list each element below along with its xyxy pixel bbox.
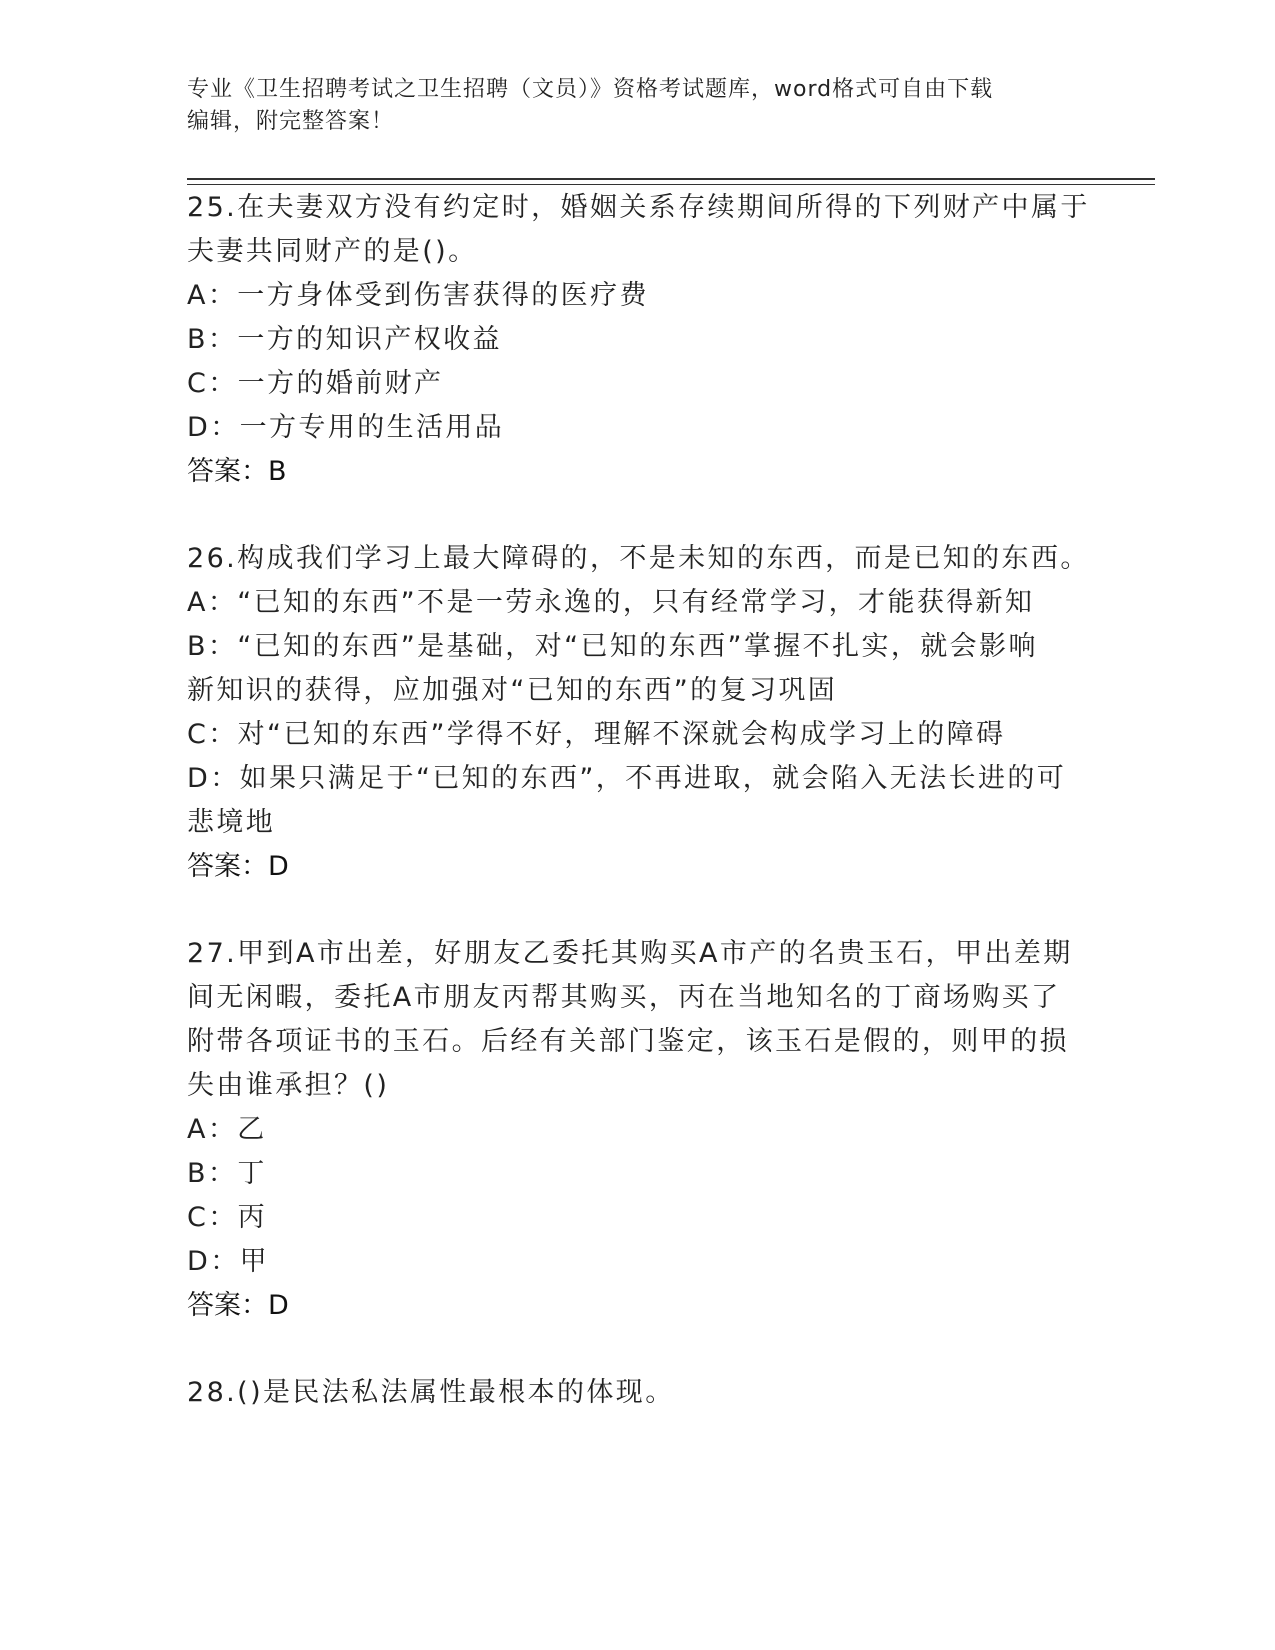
question-25-stem-line-2: 夫妻共同财产的是()。 (187, 236, 478, 267)
question-26-option-a: A：“已知的东西”不是一劳永逸的，只有经常学习，才能获得新知 (187, 587, 1035, 618)
question-26-option-d-line-1: D：如果只满足于“已知的东西”，不再进取，就会陷入无法长进的可 (187, 763, 1067, 794)
question-25-answer: 答案：B (187, 456, 287, 487)
question-27-stem-line-2: 间无闲暇，委托A市朋友丙帮其购买，丙在当地知名的丁商场购买了 (187, 982, 1061, 1013)
question-25-option-b: B：一方的知识产权收益 (187, 324, 502, 355)
question-26-option-b-line-1: B：“已知的东西”是基础，对“已知的东西”掌握不扎实，就会影响 (187, 631, 1038, 662)
question-26-option-b-line-2: 新知识的获得，应加强对“已知的东西”的复习巩固 (187, 675, 838, 706)
question-27-option-c: C：丙 (187, 1202, 268, 1233)
header-line-1: 专业《卫生招聘考试之卫生招聘（文员）》资格考试题库，word格式可自由下载 (187, 77, 994, 102)
question-25-option-d: D：一方专用的生活用品 (187, 412, 505, 443)
header-rule-thin (187, 184, 1155, 185)
question-26-stem-line-1: 26.构成我们学习上最大障碍的，不是未知的东西，而是已知的东西。 (187, 543, 1090, 574)
question-27-option-d: D：甲 (187, 1246, 269, 1277)
question-26-option-d-line-2: 悲境地 (187, 807, 276, 838)
question-27-answer: 答案：D (187, 1290, 289, 1321)
header-line-2: 编辑，附完整答案！ (187, 109, 395, 134)
question-27-option-b: B：丁 (187, 1158, 267, 1189)
question-27-option-a: A：乙 (187, 1114, 267, 1145)
question-27-stem-line-4: 失由谁承担？() (187, 1070, 390, 1101)
header-rule-thick (187, 178, 1155, 180)
question-27-stem-line-1: 27.甲到A市出差，好朋友乙委托其购买A市产的名贵玉石，甲出差期 (187, 938, 1073, 969)
page-header (187, 74, 1087, 138)
question-27-stem-line-3: 附带各项证书的玉石。后经有关部门鉴定，该玉石是假的，则甲的损 (187, 1026, 1069, 1057)
question-28-stem-line-1: 28.()是民法私法属性最根本的体现。 (187, 1377, 675, 1408)
question-25-stem-line-1: 25.在夫妻双方没有约定时，婚姻关系存续期间所得的下列财产中属于 (187, 192, 1090, 223)
question-25-option-a: A：一方身体受到伤害获得的医疗费 (187, 280, 649, 311)
question-26-answer: 答案：D (187, 851, 289, 882)
question-25-option-c: C：一方的婚前财产 (187, 368, 444, 399)
question-26-option-c: C：对“已知的东西”学得不好，理解不深就会构成学习上的障碍 (187, 719, 1006, 750)
